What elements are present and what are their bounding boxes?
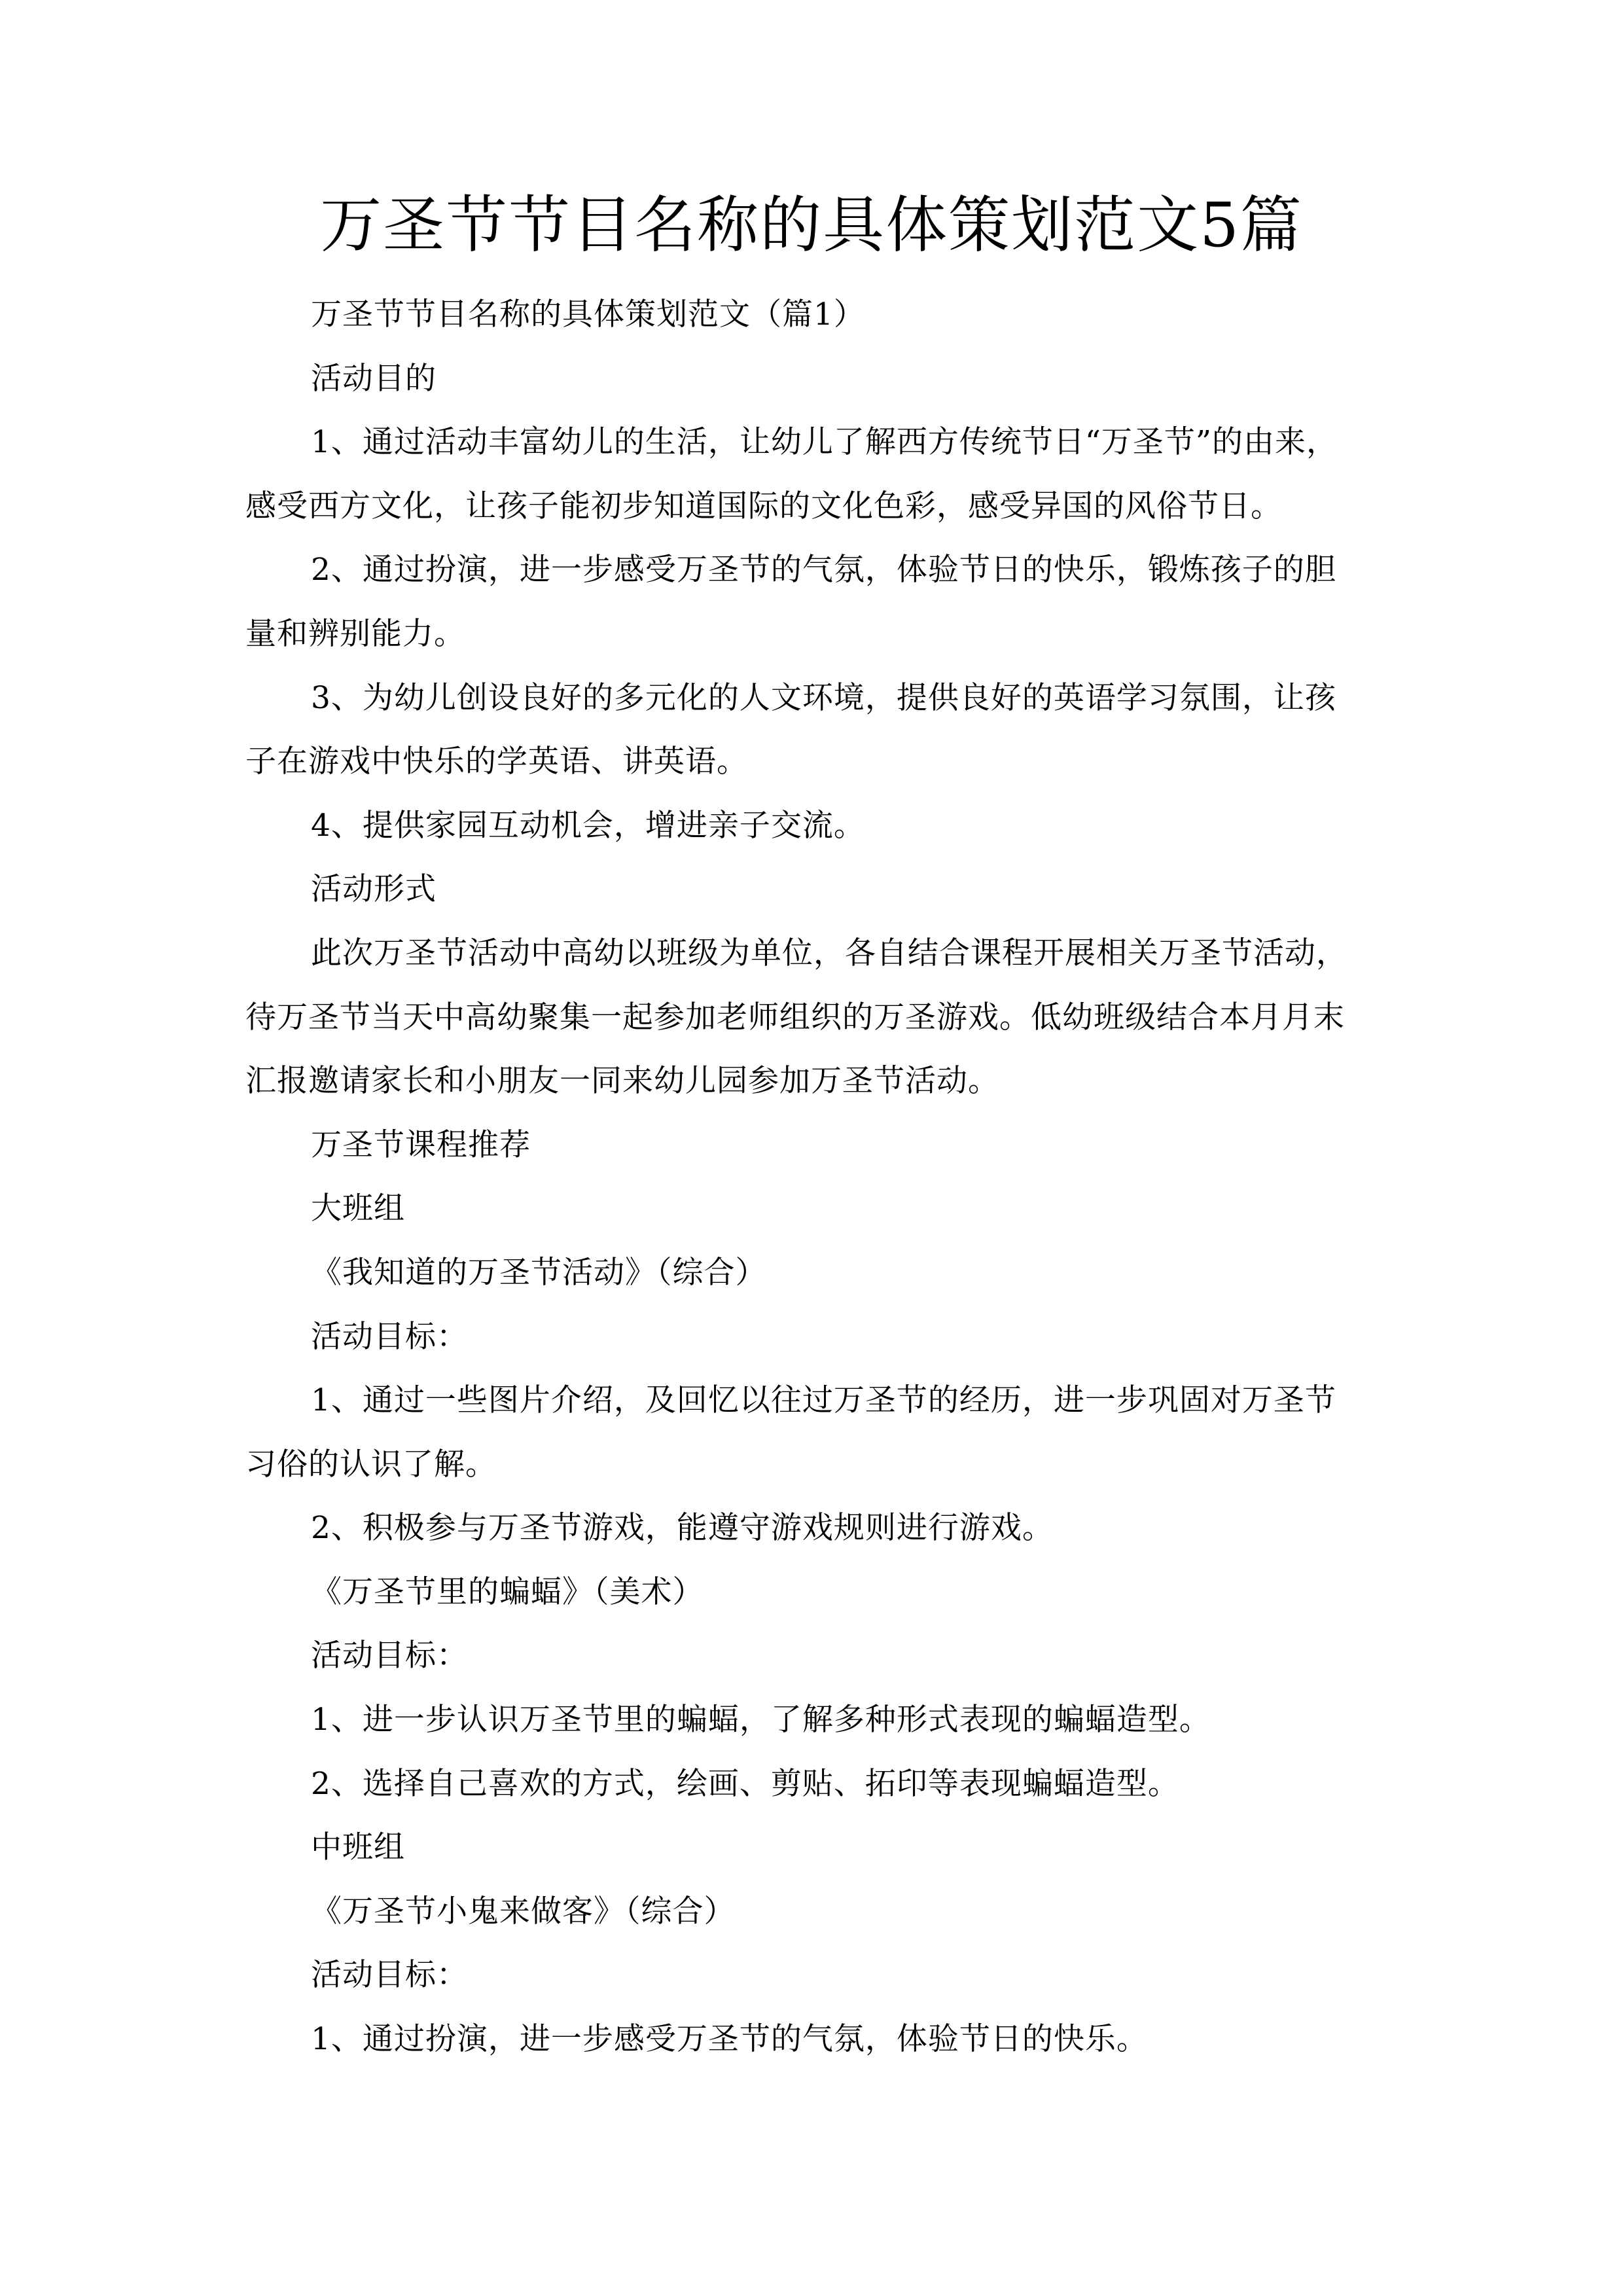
lesson-title-2: 《万圣节里的蝙蝠》（美术） xyxy=(311,1573,704,1610)
lesson-title-1: 《我知道的万圣节活动》（综合） xyxy=(311,1254,767,1291)
subheading-activity-purpose: 活动目的 xyxy=(311,360,437,397)
purpose-item-1: 1、通过活动丰富幼儿的生活，让幼儿了解西方传统节日“万圣节”的由来， xyxy=(311,424,1338,461)
activity-form-paragraph-cont-1: 待万圣节当天中高幼聚集一起参加老师组织的万圣游戏。低幼班级结合本月月末 xyxy=(245,999,1345,1035)
subheading-middle-class: 中班组 xyxy=(311,1829,405,1866)
lesson-title-3: 《万圣节小鬼来做客》（综合） xyxy=(311,1893,736,1929)
document-body xyxy=(245,283,1381,2072)
activity-form-paragraph: 此次万圣节活动中高幼以班级为单位，各自结合课程开展相关万圣节活动， xyxy=(311,935,1347,971)
lesson-3-goal-1: 1、通过扮演，进一步感受万圣节的气氛，体验节日的快乐。 xyxy=(311,2021,1148,2058)
lesson-1-goal-1: 1、通过一些图片介绍，及回忆以往过万圣节的经历，进一步巩固对万圣节 xyxy=(311,1382,1336,1419)
purpose-item-3: 3、为幼儿创设良好的多元化的人文环境，提供良好的英语学习氛围，让孩 xyxy=(311,679,1336,716)
purpose-item-2: 2、通过扮演，进一步感受万圣节的气氛，体验节日的快乐，锻炼孩子的胆 xyxy=(311,552,1336,588)
subheading-course-recommendation: 万圣节课程推荐 xyxy=(311,1126,531,1163)
document-title: 万圣节节目名称的具体策划范文5篇 xyxy=(320,190,1303,261)
lesson-1-goal-2: 2、积极参与万圣节游戏，能遵守游戏规则进行游戏。 xyxy=(311,1510,1054,1547)
lesson-1-goal-1-cont: 习俗的认识了解。 xyxy=(245,1446,497,1482)
subheading-activity-goals-2: 活动目标： xyxy=(311,1638,468,1674)
subheading-senior-class: 大班组 xyxy=(311,1191,405,1227)
activity-form-paragraph-cont-2: 汇报邀请家长和小朋友一同来幼儿园参加万圣节活动。 xyxy=(245,1063,999,1100)
lesson-2-goal-2: 2、选择自己喜欢的方式，绘画、剪贴、拓印等表现蝙蝠造型。 xyxy=(311,1765,1179,1802)
lesson-2-goal-1: 1、进一步认识万圣节里的蝙蝠，了解多种形式表现的蝙蝠造型。 xyxy=(311,1702,1211,1738)
subheading-activity-goals-1: 活动目标： xyxy=(311,1318,468,1355)
subheading-activity-goals-3: 活动目标： xyxy=(311,1957,468,1994)
subheading-activity-form: 活动形式 xyxy=(311,871,437,908)
purpose-item-2-cont: 量和辨别能力。 xyxy=(245,615,465,652)
section-heading-1: 万圣节节目名称的具体策划范文（篇1） xyxy=(311,296,865,332)
purpose-item-3-cont: 子在游戏中快乐的学英语、讲英语。 xyxy=(245,744,748,780)
purpose-item-4: 4、提供家园互动机会，增进亲子交流。 xyxy=(311,807,865,844)
purpose-item-1-cont: 感受西方文化，让孩子能初步知道国际的文化色彩，感受异国的风俗节日。 xyxy=(245,488,1282,524)
